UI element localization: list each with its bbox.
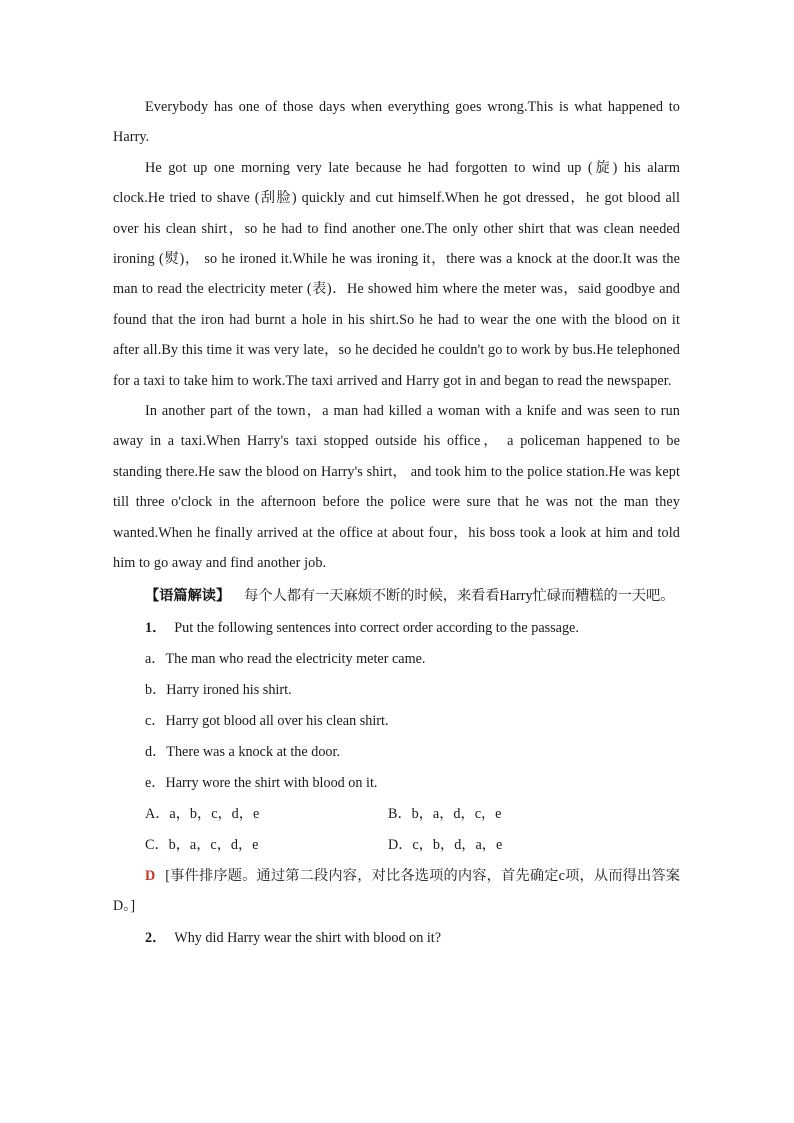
- option-b: B．b，a，d，c，e: [388, 805, 502, 822]
- question-2-prompt-line: [113, 923, 680, 954]
- option-c: C．b，a，c，d，e: [145, 836, 259, 853]
- option-d: D．c，b，d，a，e: [388, 836, 503, 853]
- answer-letter: D: [145, 867, 156, 884]
- answer-explanation: [113, 861, 680, 921]
- passage-paragraph-2: He got up one morning very late because he had forgotten to wind up (旋) his alarm clock.He tried to shave (刮脸) quickly and cut himself.When he got dressed，he got blood all over his clean shirt，so he had to find another one.The only other shirt that was clean needed ironing (熨)， so he ironed it.While he was ironing it，there was a knock at the door.It was the man to read the electricity meter (表)．He showed him where the meter was，said goodbye and found that the iron had burnt a hole in his shirt.So he had to wear the one with the blood on it after all.By this time it was very late，so he decided he couldn't go to work by bus.He telephoned for a taxi to take him to work.The taxi arrived and Harry got in and began to read the newspaper.: [113, 159, 680, 389]
- question-2-prompt: Why did Harry wear the shirt with blood on it?: [174, 929, 442, 946]
- sentence-a: a．The man who read the electricity meter came.: [145, 650, 426, 667]
- sentence-c: c．Harry got blood all over his clean shirt.: [145, 712, 389, 729]
- reading-note: [113, 581, 680, 611]
- sentence-d: d．There was a knock at the door.: [145, 743, 341, 760]
- passage-paragraph-3: In another part of the town，a man had killed a woman with a knife and was seen to run away in a taxi.When Harry's taxi stopped outside his office， a policeman happened to be standing there.He saw the blood on Harry's shirt， and took him to the police station.He was kept till three o'clock in the afternoon before the police were sure that he was not the man they wanted.When he finally arrived at the office at about four，his boss took a look at him and told him to go away and find another job.: [113, 403, 680, 572]
- question-1-prompt-line: [113, 613, 680, 644]
- question-1-number: 1．: [145, 619, 167, 636]
- question-2: [113, 923, 680, 954]
- reading-note-label: 【语篇解读】: [145, 587, 231, 604]
- explanation-text: [事件排序题。通过第二段内容，对比各选项的内容，首先确定c项，从而得出答案D。]: [113, 867, 680, 914]
- question-2-number: 2．: [145, 929, 167, 946]
- options-row-2: [113, 830, 680, 861]
- question-1-prompt: Put the following sentences into correct order according to the passage.: [174, 619, 579, 636]
- options-row-1: [113, 799, 680, 830]
- passage-paragraph-1: Everybody has one of those days when everything goes wrong.This is what happened to Harry.: [113, 99, 680, 146]
- sentence-e: e．Harry wore the shirt with blood on it.: [145, 774, 378, 791]
- option-a: A．a，b，c，d，e: [145, 805, 260, 822]
- sentence-b: b．Harry ironed his shirt.: [145, 681, 292, 698]
- reading-note-text: 每个人都有一天麻烦不断的时候，来看看Harry忙碌而糟糕的一天吧。: [244, 587, 675, 604]
- document-page: [113, 92, 680, 954]
- question-1: [113, 613, 680, 921]
